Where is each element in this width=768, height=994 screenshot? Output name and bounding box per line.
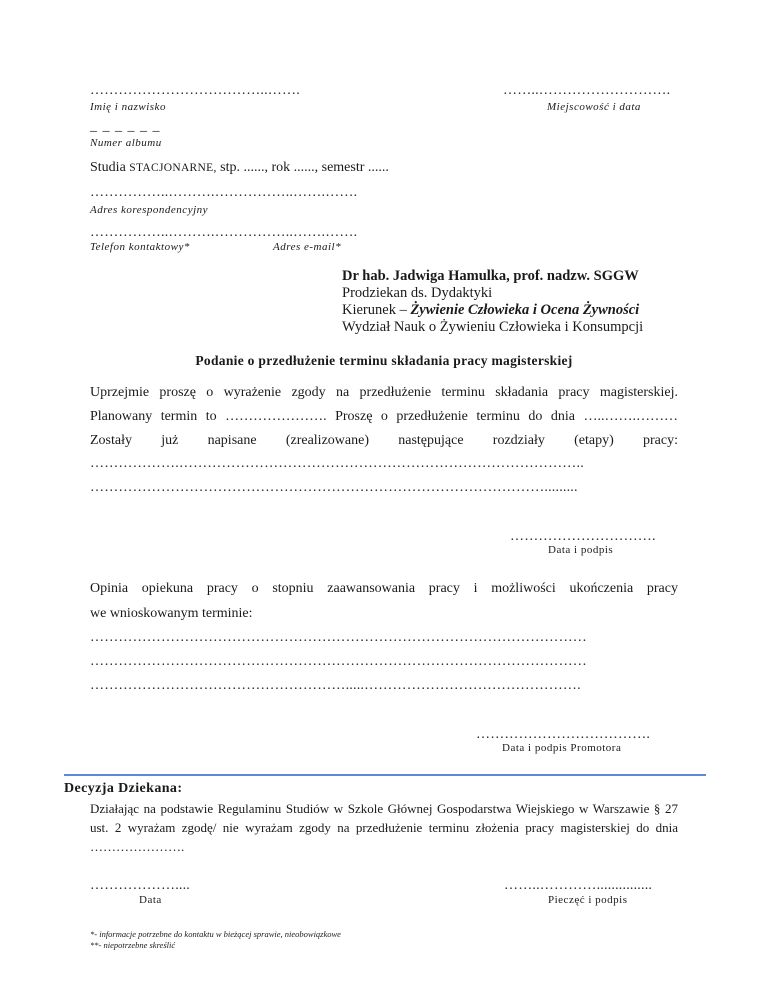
decision-body: Działając na podstawie Regulaminu Studiów w Szkole Głównej Gospodarstwa Wiejskiego w Warszawie § 27 ust. 2 wyrażam zgodę/ nie wyrażam zgody na przedłużenie terminu złożenia pracy magisterskiej do dnia …………………. — [90, 801, 678, 854]
email-label: Adres e-mail* — [273, 241, 342, 253]
place-dots: ……..………………………. — [503, 83, 671, 98]
decision-heading: Decyzja Dziekana: — [64, 781, 183, 796]
decision-divider — [64, 774, 706, 776]
footnotes — [90, 929, 341, 951]
request-line-1: Uprzejmie proszę o wyrażenie zgody na przedłużenie terminu składania pracy magisterskiej. — [90, 385, 678, 400]
addressee-field-prefix: Kierunek – — [342, 302, 407, 318]
studia-mode: STACJONARNE, — [129, 162, 217, 174]
opinion-line-2: we wnioskowanym terminie: — [90, 606, 253, 621]
studia-line — [90, 160, 389, 176]
request-title: Podanie o przedłużenie terminu składania pracy magisterskiej — [195, 353, 573, 368]
album-label: Numer albumu — [90, 137, 162, 149]
request-sign-dots: …………………………. — [510, 529, 656, 544]
address-dots: ……………..……….……………..…….……. — [90, 185, 358, 200]
place-label: Miejscowość i data — [547, 101, 641, 113]
request-line-2: Planowany termin to …………………. Proszę o przedłużenie terminu do dnia …..…….……… — [90, 409, 678, 424]
studia-rest: stp. ......, rok ......, semestr ...... — [220, 160, 389, 175]
addressee-field: Żywienie Człowieka i Ocena Żywności — [410, 302, 640, 318]
request-sign-label: Data i podpis — [548, 544, 614, 556]
request-dots-2: ……………………………………………………………………………………......... — [90, 480, 578, 495]
request-dots-1: ……………….………………………………………………………………………….. — [90, 456, 584, 471]
opinion-sign-label: Data i podpis Promotora — [502, 742, 622, 754]
addressee-name: Dr hab. Jadwiga Hamulka, prof. nadzw. SGGW — [342, 268, 639, 284]
request-line-3: Zostały już napisane (zrealizowane) następujące rozdziały (etapy) pracy: — [90, 433, 678, 448]
opinion-dots-3: ……………………………………………….....………………………………………. — [90, 678, 581, 693]
footnote-1: *- informacje potrzebne do kontaktu w bieżącej sprawie, nieobowiązkowe — [90, 929, 341, 939]
opinion-line-1: Opinia opiekuna pracy o stopniu zaawansowania pracy i możliwości ukończenia pracy — [90, 581, 678, 596]
album-dashes: _ _ _ _ _ _ — [90, 119, 161, 134]
name-dots: ………………………………..……. — [90, 83, 300, 98]
phone-dots: ……………..……….……………..…….……. — [90, 225, 358, 240]
opinion-sign-dots: ………………………………. — [476, 727, 651, 742]
addressee-faculty: Wydział Nauk o Żywieniu Człowieka i Konsumpcji — [342, 319, 644, 335]
opinion-dots-2: …………………………………………………………………………………………… — [90, 654, 587, 669]
decision-stamp-dots: ……..…………............... — [504, 878, 653, 893]
address-label: Adres korespondencyjny — [90, 204, 209, 216]
decision-date-dots: ……………….... — [90, 878, 190, 893]
addressee-block — [342, 268, 643, 336]
opinion-dots-1: …………………………………………………………………………………………… — [90, 630, 587, 645]
footnote-2: **- niepotrzebne skreślić — [90, 940, 176, 950]
addressee-field-line — [342, 302, 643, 319]
addressee-role: Prodziekan ds. Dydaktyki — [342, 285, 493, 301]
decision-date-label: Data — [139, 894, 162, 906]
name-label: Imię i nazwisko — [90, 101, 166, 113]
studia-prefix: Studia — [90, 160, 126, 175]
decision-stamp-label: Pieczęć i podpis — [548, 894, 628, 906]
phone-label: Telefon kontaktowy* — [90, 241, 190, 253]
